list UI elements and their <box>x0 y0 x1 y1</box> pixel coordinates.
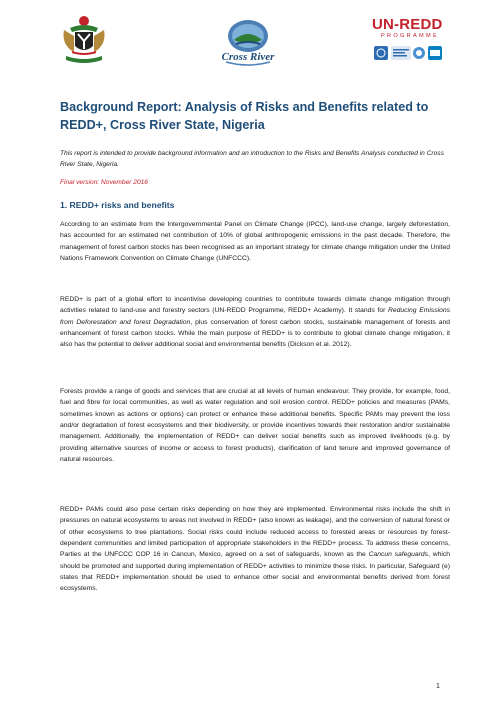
paragraph-2-part-a: REDD+ is part of a global effort to incentivise developing countries to contribute towards climate change mitigation through activities related to land-use and forestry sectors (UN-REDD Programme, REDD+ Academy). It stands for <box>60 296 450 315</box>
un-redd-logo <box>372 16 444 70</box>
nigeria-coat-of-arms-icon <box>60 14 108 66</box>
paragraph-3: Forests provide a range of goods and services that are crucial at all levels of human endeavour. They provide, for example, food, fuel and fibre for local communities, as well as water regulation and soil erosion control. REDD+ policies and measures (PAMs, sometimes known as actions or options) can protect or enhance these additional benefits. Specific PAMs may prevent the loss and/or degradation of forest ecosystems and their biodiversity, or provide incentives towards their restoration and/or sustainable management. Additionally, the implementation of REDD+ can deliver social benefits such as improved livelihoods (e.g. by providing alternative sources of income or access to forest products), clarification of land tenure and improved governance of natural resources. <box>60 388 450 464</box>
paragraph-4-part-b: , which should be promoted and supported during implementation of REDD+ activities to minimize these risks. In particular, Safeguard (e) states that REDD+ implementation should be used to enhance other social and environmental benefits derived from forest ecosystems. <box>60 551 450 593</box>
cross-river-logo-text: Cross River <box>221 51 275 63</box>
paragraph-1: According to an estimate from the Intergovernmental Panel on Climate Change (IPCC), land-use change, largely deforestation, has accounted for an estimated net contribution of 10% of global anthropogenic emissions in the past decade. Therefore, the management of forest carbon stocks has been recognised as an important strategy for climate change mitigation under the United Nations Framework Convention on Climate Change (UNFCCC). <box>60 221 450 263</box>
report-title: Background Report: Analysis of Risks and Benefits related to REDD+, Cross River State, Nigeria <box>60 100 429 132</box>
page-number: 1 <box>436 683 440 690</box>
paragraph-2 <box>60 294 450 351</box>
partner-emblems-icon <box>374 44 444 64</box>
paragraph-2-emphasis: Reducing Emissions from Deforestation and forest Degradation <box>60 307 450 326</box>
intro-text: This report is intended to provide background information and an introduction to the Risks and Benefits Analysis conducted in Cross River State, Nigeria. <box>60 150 444 168</box>
paragraph-2-part-b: , plus conservation of forest carbon stocks, sustainable management of forests and enhancement of forest carbon stocks. While the main purpose of REDD+ is to contribute to global climate change mitigation, it also has the potential to deliver additional social and environmental benefits (Dickson et al. 2012). <box>60 318 450 349</box>
section-heading: 1. REDD+ risks and benefits <box>60 200 175 210</box>
paragraph-4-part-a: REDD+ PAMs could also pose certain risks depending on how they are implemented. Environmental risks include the shift in pressures on natural ecosystems to areas not involved in REDD+ (also known as leakage), and the conversion of natural forest or of other ecosystems to tree plantations. Social risks could include reduced access to forested areas or resources by forest-dependent communities and limited participation of appropriate stakeholders in the REDD+ process. To address these concerns, Parties at the UNFCCC COP 16 in Cancun, Mexico, agreed on a set of safeguards, known as the <box>60 506 450 559</box>
final-version-text: Final version: November 2016 <box>60 179 148 186</box>
un-redd-title: UN-REDD <box>372 16 443 33</box>
un-redd-subtitle: PROGRAMME <box>381 33 439 39</box>
paragraph-4-emphasis: Cancun safeguards <box>368 551 429 559</box>
cross-river-logo-icon <box>216 14 280 68</box>
paragraph-4 <box>60 504 450 595</box>
